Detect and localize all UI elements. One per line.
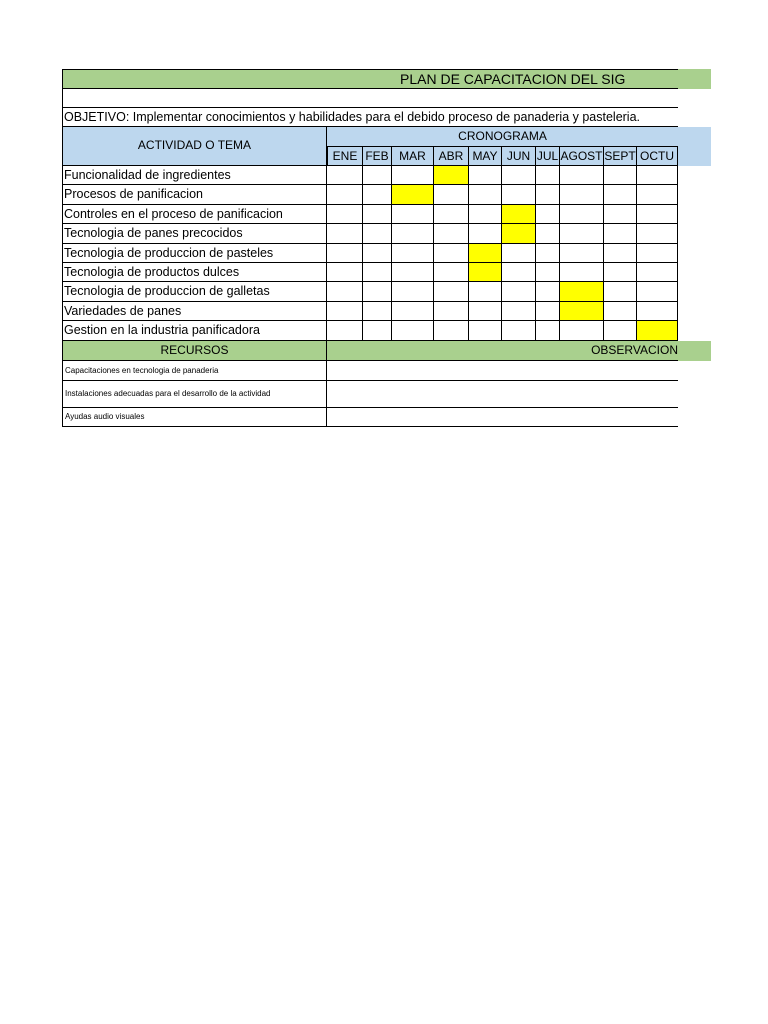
schedule-cell <box>327 263 363 282</box>
activity-name: Tecnologia de productos dulces <box>62 263 327 282</box>
schedule-cell <box>363 263 392 282</box>
schedule-cell <box>536 205 560 224</box>
activity-row <box>62 244 678 263</box>
schedule-cell <box>327 244 363 263</box>
schedule-mark-mar <box>392 185 434 204</box>
schedule-cell <box>363 321 392 340</box>
activity-name: Procesos de panificacion <box>62 185 327 204</box>
schedule-cell <box>604 166 637 185</box>
schedule-cell <box>327 282 363 301</box>
schedule-cell <box>604 302 637 321</box>
month-header-jun: JUN <box>502 147 536 166</box>
schedule-cell <box>536 263 560 282</box>
schedule-cell <box>560 205 604 224</box>
schedule-cell <box>604 321 637 340</box>
schedule-cell <box>637 263 678 282</box>
schedule-mark-abr <box>434 166 469 185</box>
title-row-extension <box>678 69 711 89</box>
schedule-cell <box>327 205 363 224</box>
schedule-cell <box>502 321 536 340</box>
schedule-cell <box>637 282 678 301</box>
schedule-cell <box>502 282 536 301</box>
schedule-cell <box>604 263 637 282</box>
title-row <box>62 69 711 89</box>
schedule-cell <box>502 185 536 204</box>
schedule-cell <box>469 185 502 204</box>
schedule-cell <box>604 244 637 263</box>
schedule-cell <box>604 224 637 243</box>
schedule-cell <box>536 166 560 185</box>
schedule-mark-jun <box>502 224 536 243</box>
activity-name: Gestion en la industria panificadora <box>62 321 327 340</box>
activity-name: Funcionalidad de ingredientes <box>62 166 327 185</box>
activity-name: Variedades de panes <box>62 302 327 321</box>
month-header-ene: ENE <box>327 147 363 166</box>
schedule-mark-may <box>469 263 502 282</box>
observations-header-label: OBSERVACION <box>591 343 678 357</box>
schedule-cell <box>469 302 502 321</box>
schedule-cell <box>560 321 604 340</box>
month-header-mar: MAR <box>392 147 434 166</box>
month-header-sept: SEPT <box>604 147 637 166</box>
schedule-mark-agost <box>560 282 604 301</box>
schedule-cell <box>536 302 560 321</box>
activity-name: Tecnologia de produccion de galletas <box>62 282 327 301</box>
resource-row <box>62 381 678 408</box>
resource-row <box>62 408 678 427</box>
month-header-jul: JUL <box>536 147 560 166</box>
observation-cell <box>327 361 678 381</box>
schedule-cell <box>434 224 469 243</box>
schedule-cell <box>469 282 502 301</box>
schedule-cell <box>392 302 434 321</box>
schedule-mark-may <box>469 244 502 263</box>
schedule-cell <box>536 185 560 204</box>
schedule-cell <box>560 244 604 263</box>
schedule-cell <box>502 166 536 185</box>
schedule-cell <box>363 282 392 301</box>
schedule-cell <box>392 263 434 282</box>
schedule-cell <box>560 224 604 243</box>
month-header-abr: ABR <box>434 147 469 166</box>
schedule-cell <box>560 166 604 185</box>
activity-row <box>62 185 678 204</box>
schedule-cell <box>536 321 560 340</box>
activity-name: Tecnologia de panes precocidos <box>62 224 327 243</box>
schedule-mark-jun <box>502 205 536 224</box>
schedule-cell <box>434 282 469 301</box>
schedule-cell <box>469 166 502 185</box>
schedule-cell <box>637 302 678 321</box>
activity-name: Controles en el proceso de panificacion <box>62 205 327 224</box>
schedule-cell <box>637 166 678 185</box>
schedule-cell <box>363 302 392 321</box>
resource-row <box>62 361 678 381</box>
activity-header-label: ACTIVIDAD O TEMA <box>137 138 252 152</box>
schedule-cell <box>327 224 363 243</box>
schedule-mark-agost <box>560 302 604 321</box>
schedule-cell <box>637 185 678 204</box>
month-header-octu: OCTU <box>637 147 678 166</box>
months-header-row <box>62 147 678 166</box>
schedule-cell <box>434 205 469 224</box>
schedule-cell <box>637 224 678 243</box>
schedule-cell <box>327 185 363 204</box>
activity-row <box>62 166 678 185</box>
schedule-cell <box>502 302 536 321</box>
schedule-cell <box>327 302 363 321</box>
schedule-cell <box>392 282 434 301</box>
schedule-cell <box>363 166 392 185</box>
observations-header-extension <box>678 341 711 361</box>
schedule-cell <box>536 224 560 243</box>
resource-name: Ayudas audio visuales <box>62 408 327 427</box>
schedule-cell <box>434 321 469 340</box>
objective-row <box>62 108 678 127</box>
activity-row <box>62 282 678 301</box>
month-header-may: MAY <box>469 147 502 166</box>
activity-row <box>62 224 678 243</box>
schedule-cell <box>536 244 560 263</box>
activity-row <box>62 302 678 321</box>
schedule-header-extension <box>678 127 711 166</box>
schedule-cell <box>363 205 392 224</box>
schedule-cell <box>604 282 637 301</box>
schedule-cell <box>392 205 434 224</box>
month-header-agost: AGOST <box>560 147 604 166</box>
schedule-cell <box>392 224 434 243</box>
schedule-cell <box>637 244 678 263</box>
schedule-cell <box>434 244 469 263</box>
activity-row <box>62 263 678 282</box>
schedule-cell <box>392 321 434 340</box>
schedule-cell <box>502 244 536 263</box>
schedule-mark-octu <box>637 321 678 340</box>
schedule-cell <box>560 185 604 204</box>
schedule-cell <box>392 244 434 263</box>
page-title: PLAN DE CAPACITACION DEL SIG <box>400 71 626 87</box>
resource-name: Capacitaciones en tecnologia de panaderia <box>62 361 327 381</box>
schedule-cell <box>637 205 678 224</box>
schedule-cell <box>434 302 469 321</box>
schedule-cell <box>560 263 604 282</box>
schedule-cell <box>502 263 536 282</box>
activity-name: Tecnologia de produccion de pasteles <box>62 244 327 263</box>
schedule-cell <box>536 282 560 301</box>
month-header-feb: FEB <box>363 147 392 166</box>
schedule-cell <box>363 244 392 263</box>
schedule-cell <box>434 263 469 282</box>
schedule-cell <box>604 185 637 204</box>
schedule-header <box>327 127 678 147</box>
schedule-cell <box>363 185 392 204</box>
schedule-cell <box>604 205 637 224</box>
resource-name: Instalaciones adecuadas para el desarrollo de la actividad <box>62 381 327 408</box>
schedule-cell <box>469 205 502 224</box>
schedule-cell <box>327 321 363 340</box>
schedule-header-label: CRONOGRAMA <box>458 129 547 143</box>
resources-header-label: RECURSOS <box>160 343 229 357</box>
objective-text: OBJETIVO: Implementar conocimientos y habilidades para el debido proceso de panaderia y pasteleria. <box>64 110 641 124</box>
observations-header <box>327 341 678 361</box>
activity-row <box>62 321 678 340</box>
observation-cell <box>327 381 678 408</box>
schedule-cell <box>469 224 502 243</box>
activity-row <box>62 205 678 224</box>
schedule-cell <box>434 185 469 204</box>
resources-header <box>62 341 327 361</box>
observation-cell <box>327 408 678 427</box>
schedule-cell <box>392 166 434 185</box>
schedule-cell <box>469 321 502 340</box>
schedule-cell <box>327 166 363 185</box>
blank-row <box>62 89 678 108</box>
schedule-cell <box>363 224 392 243</box>
